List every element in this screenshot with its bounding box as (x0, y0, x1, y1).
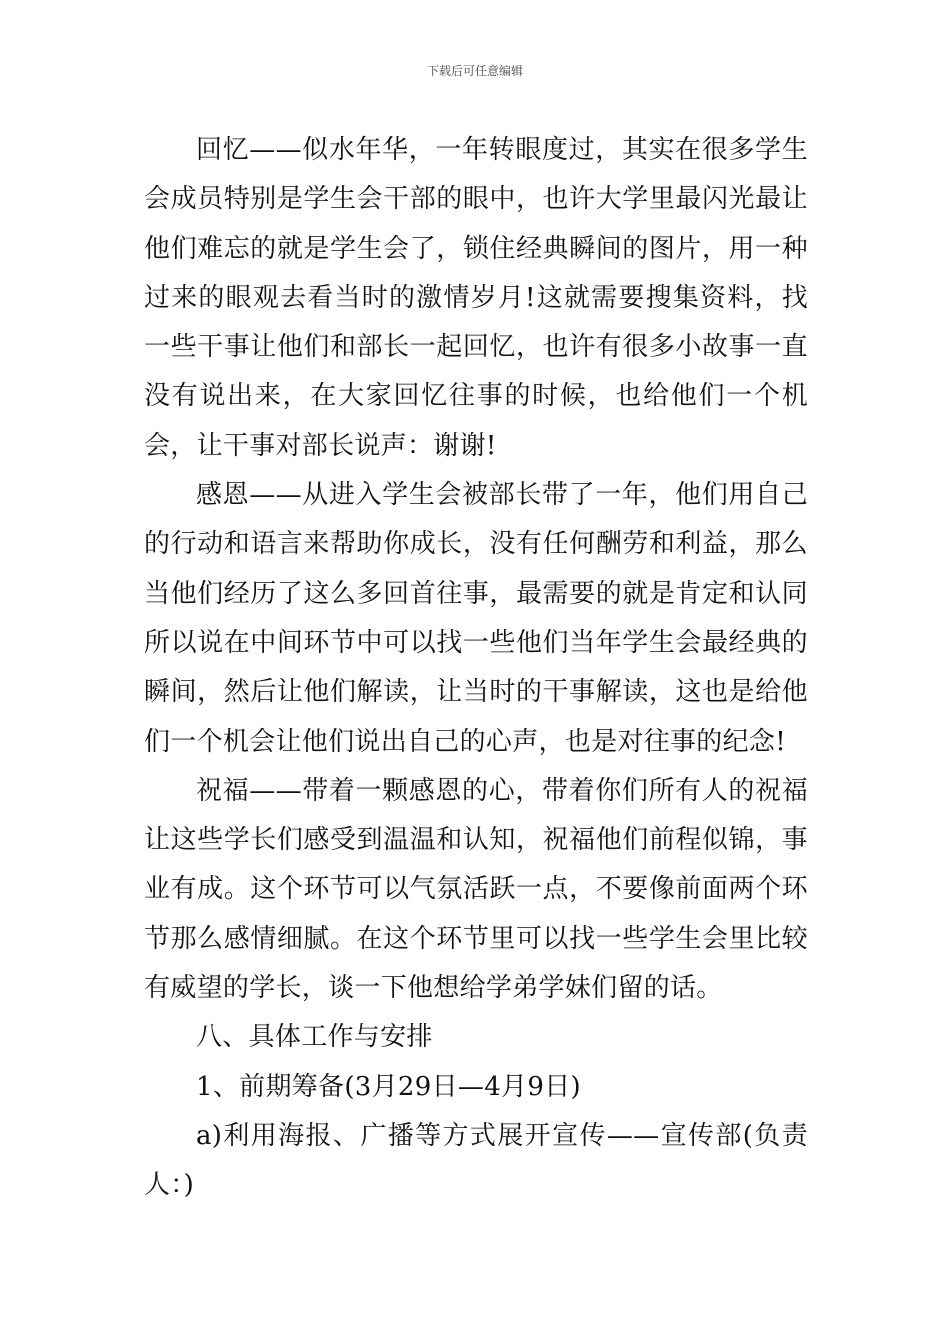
document-body (144, 126, 808, 1211)
page-header: 下载后可任意编辑 (426, 64, 523, 78)
paragraph-blessing: 祝福——带着一颗感恩的心，带着你们所有人的祝福让这些学长们感受到温温和认知，祝福他们前程似锦，事业有成。这个环节可以气氛活跃一点，不要像前面两个环节那么感情细腻。在这个环节里可以找一些学生会里比较有威望的学长，谈一下他想给学弟学妹们留的话。 (144, 775, 808, 1004)
paragraph-memory: 回忆——似水年华，一年转眼度过，其实在很多学生会成员特别是学生会干部的眼中，也许大学里最闪光最让他们难忘的就是学生会了，锁住经典瞬间的图片，用一种过来的眼观去看当时的激情岁月!这就需要搜集资料，找一些干事让他们和部长一起回忆，也许有很多小故事一直没有说出来，在大家回忆往事的时候，也给他们一个机会，让干事对部长说声：谢谢! (144, 135, 808, 461)
paragraph-gratitude: 感恩——从进入学生会被部长带了一年，他们用自己的行动和语言来帮助你成长，没有任何酬劳和利益，那么当他们经历了这么多回首往事，最需要的就是肯定和认同所以说在中间环节中可以找一些他们当年学生会最经典的瞬间，然后让他们解读，让当时的干事解读，这也是给他们一个机会让他们说出自己的心声，也是对往事的纪念! (144, 480, 808, 757)
section-heading: 八、具体工作与安排 (196, 1022, 433, 1053)
list-item: a)利用海报、广播等方式展开宣传——宣传部(负责人：) (144, 1120, 808, 1201)
subsection-heading: 1、前期筹备(3月29日—4月9日) (196, 1071, 581, 1102)
